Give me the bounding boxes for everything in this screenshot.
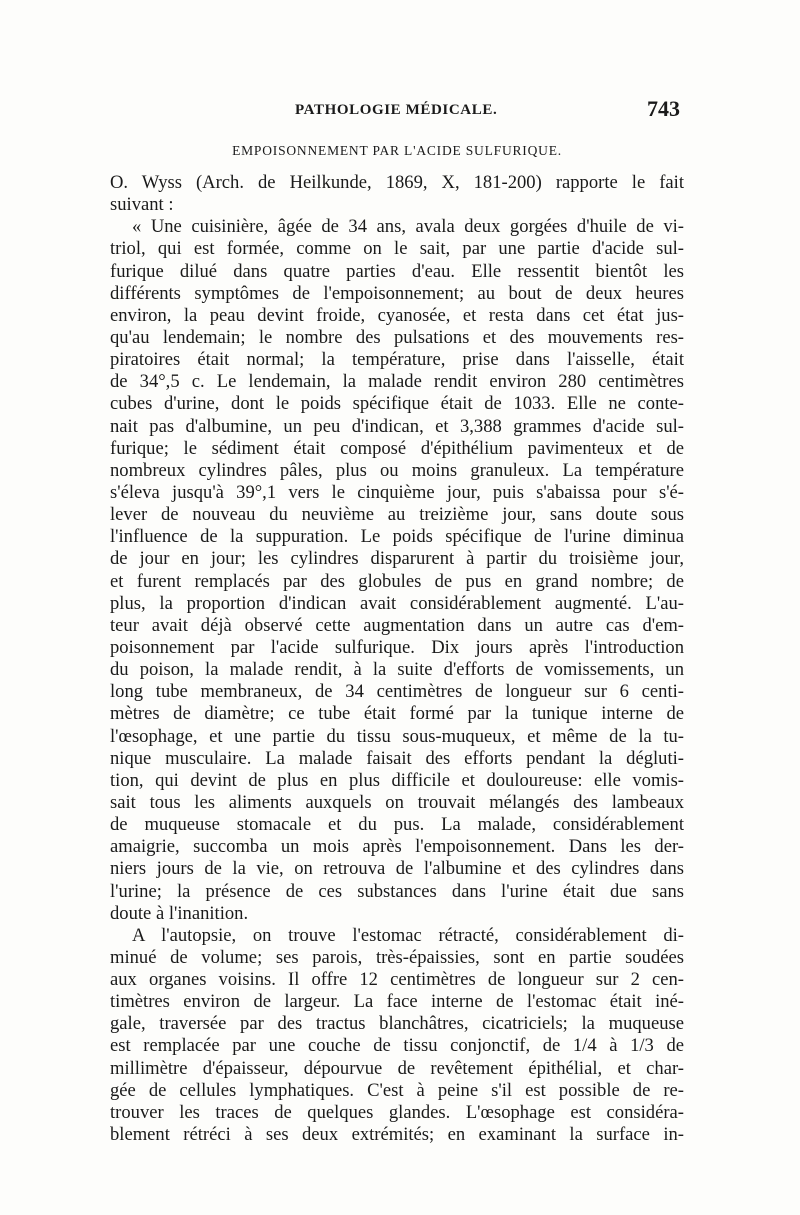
text-line: minué de volume; ses parois, très-épaissies, sont en partie soudées: [110, 946, 684, 968]
text-line: plus, la proportion d'indican avait considérablement augmenté. L'au-: [110, 592, 684, 614]
text-line: doute à l'inanition.: [110, 902, 249, 924]
text-line: tion, qui devint de plus en plus difficile et douloureuse: elle vomis-: [110, 769, 684, 791]
text-line: de 34°,5 c. Le lendemain, la malade rendit environ 280 centimètres: [110, 371, 684, 393]
text-line: environ, la peau devint froide, cyanosée, et resta dans cet état jus-: [110, 304, 684, 326]
text-line: sait tous les aliments auxquels on trouvait mélangés des lambeaux: [110, 791, 684, 813]
text-line: trouver les traces de quelques glandes. L'œsophage est considéra-: [110, 1101, 684, 1123]
text-line: du poison, la malade rendit, à la suite d'efforts de vomissements, un: [110, 659, 684, 681]
text-line: « Une cuisinière, âgée de 34 ans, avala deux gorgées d'huile de vi-: [132, 216, 684, 238]
text-line: et furent remplacés par des globules de pus en grand nombre; de: [110, 570, 684, 592]
text-line: de jour en jour; les cylindres disparurent à partir du troisième jour,: [110, 548, 684, 570]
text-line: mètres de diamètre; ce tube était formé par la tunique interne de: [110, 703, 684, 725]
text-line: lever de nouveau du neuvième au treizième jour, sans doute sous: [110, 504, 684, 526]
text-line: l'influence de la suppuration. Le poids spécifique de l'urine diminua: [110, 526, 684, 548]
text-line: qu'au lendemain; le nombre des pulsations et des mouvements res-: [110, 326, 684, 348]
text-line: cubes d'urine, dont le poids spécifique était de 1033. Elle ne conte-: [110, 393, 684, 415]
text-line: timètres environ de largeur. La face interne de l'estomac était iné-: [110, 991, 684, 1013]
text-line: millimètre d'épaisseur, dépourvue de revêtement épithélial, et char-: [110, 1057, 684, 1079]
text-line: gée de cellules lymphatiques. C'est à peine s'il est possible de re-: [110, 1079, 684, 1101]
text-line: triol, qui est formée, comme on le sait, par une partie d'acide sul-: [110, 238, 684, 260]
text-line: O. Wyss (Arch. de Heilkunde, 1869, X, 181-200) rapporte le fait: [110, 172, 684, 193]
text-line: l'œsophage, et une partie du tissu sous-muqueux, et même de la tu-: [110, 725, 684, 747]
text-line: de muqueuse stomacale et du pus. La malade, considérablement: [110, 814, 684, 836]
text-line: amaigrie, succomba un mois après l'empoisonnement. Dans les der-: [110, 836, 684, 858]
text-line: piratoires était normal; la température, prise dans l'aisselle, était: [110, 349, 684, 371]
text-line: aux organes voisins. Il offre 12 centimètres de longueur sur 2 cen-: [110, 969, 684, 991]
page-number: 743: [647, 96, 680, 121]
text-line: niers jours de la vie, on retrouva de l'albumine et des cylindres dans: [110, 858, 684, 880]
body-text: [110, 172, 684, 1146]
text-line: nait pas d'albumine, un peu d'indican, et 3,388 grammes d'acide sul-: [110, 415, 684, 437]
text-line: furique dilué dans quatre parties d'eau. Elle ressentit bientôt les: [110, 260, 684, 282]
text-line: long tube membraneux, de 34 centimètres de longueur sur 6 centi-: [110, 681, 684, 703]
text-line: furique; le sédiment était composé d'épithélium pavimenteux et de: [110, 437, 684, 459]
running-title: PATHOLOGIE MÉDICALE.: [295, 102, 498, 118]
text-line: s'éleva jusqu'à 39°,1 vers le cinquième jour, puis s'abaissa pour s'é-: [110, 481, 684, 503]
text-line: blement rétréci à ses deux extrémités; en examinant la surface in-: [110, 1124, 684, 1146]
text-line: A l'autopsie, on trouve l'estomac rétracté, considérablement di-: [132, 924, 684, 946]
running-header: [110, 96, 684, 124]
text-line: différents symptômes de l'empoisonnement; au bout de deux heures: [110, 282, 684, 304]
text-line: suivant :: [110, 194, 174, 216]
text-line: l'urine; la présence de ces substances dans l'urine était due sans: [110, 880, 684, 902]
text-line: teur avait déjà observé cette augmentation dans un autre cas d'em-: [110, 614, 684, 636]
text-line: nombreux cylindres pâles, plus ou moins granuleux. La température: [110, 459, 684, 481]
section-title: EMPOISONNEMENT PAR L'ACIDE SULFURIQUE.: [232, 143, 562, 158]
text-line: est remplacée par une couche de tissu conjonctif, de 1/4 à 1/3 de: [110, 1035, 684, 1057]
text-line: gale, traversée par des tractus blanchâtres, cicatriciels; la muqueuse: [110, 1013, 684, 1035]
text-line: nique musculaire. La malade faisait des efforts pendant la dégluti-: [110, 747, 684, 769]
text-line: poisonnement par l'acide sulfurique. Dix jours après l'introduction: [110, 636, 684, 658]
